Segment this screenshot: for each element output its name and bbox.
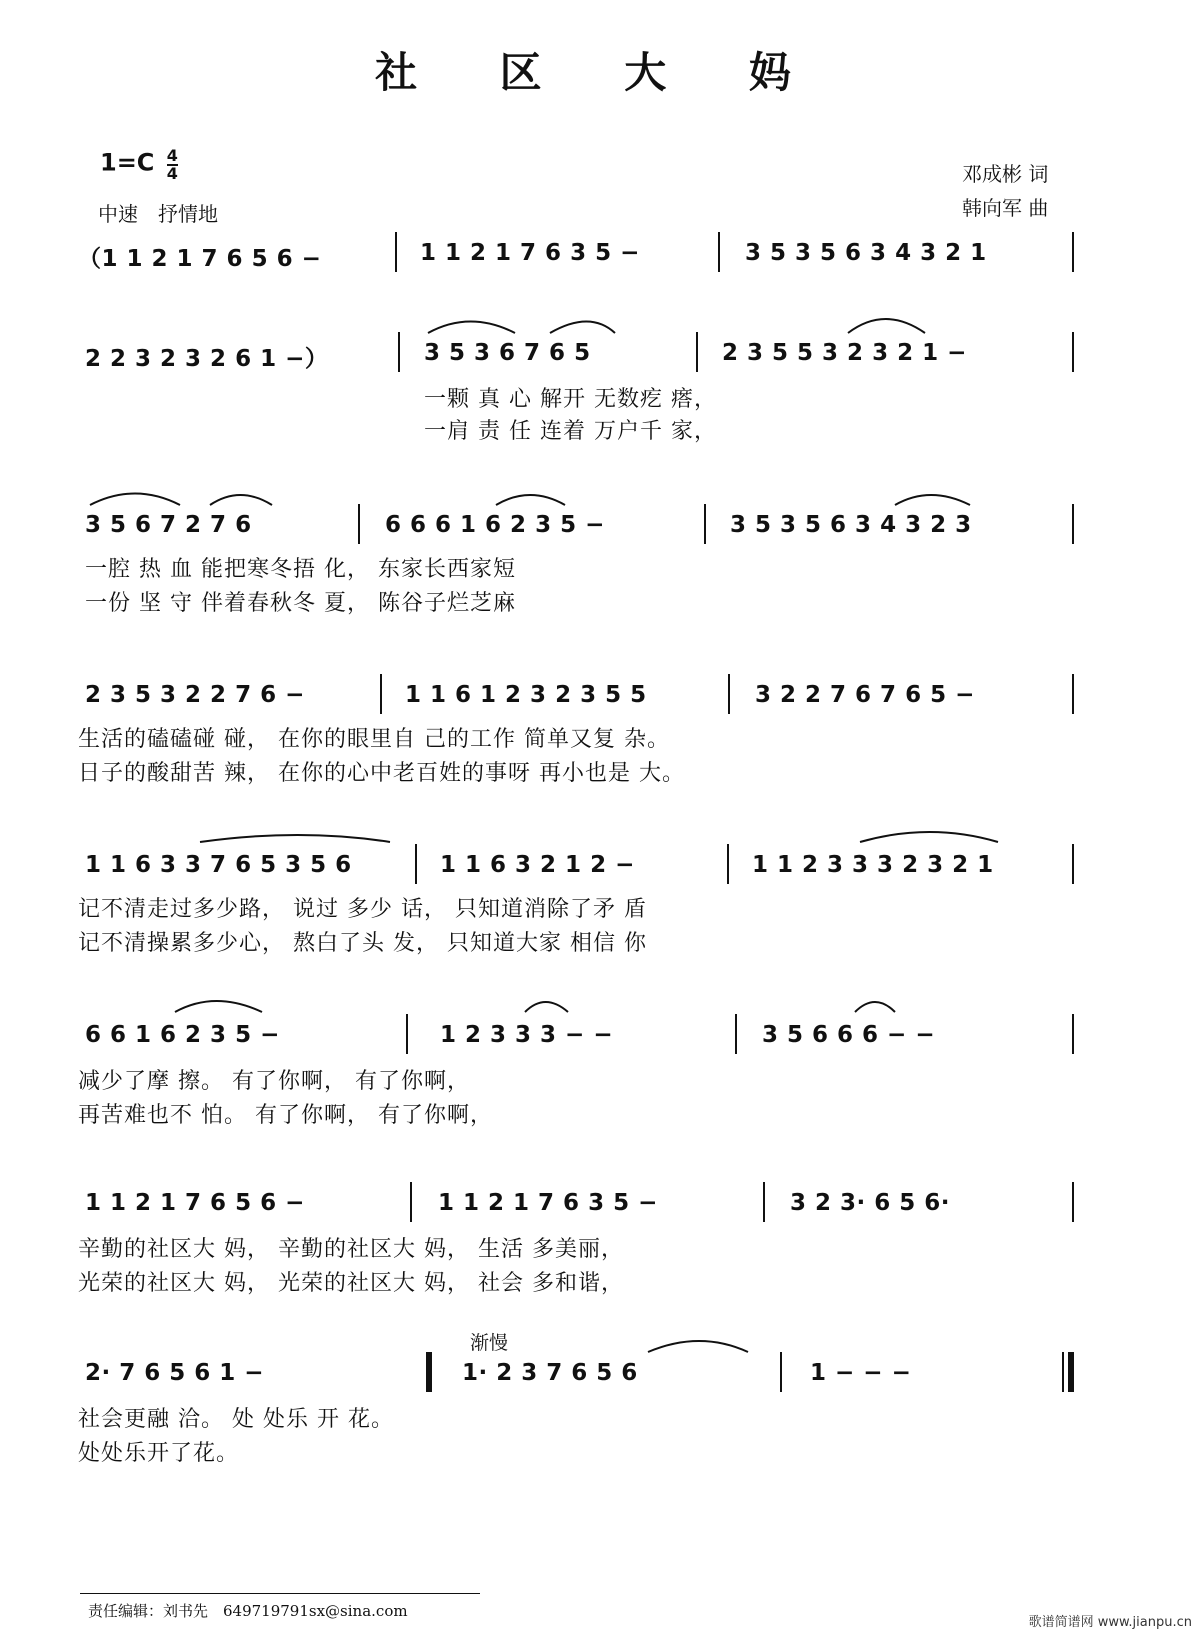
lyrics-row-2-verse-2: 一肩 责 任 连着 万户千 家， xyxy=(424,419,717,444)
notes-row-7-measure-2: 1 1 2 1 7 6 3 5 − xyxy=(438,1190,658,1216)
lyrics-row-4-verse-2: 日子的酸甜苦 辣， 在你的心中老百姓的事呀 再小也是 大。 xyxy=(78,761,685,786)
notes-row-6-measure-3: 3 5 6 6 6 − − xyxy=(762,1022,936,1048)
slur xyxy=(175,1001,262,1012)
lyrics-row-4-verse-1: 生活的磕磕碰 碰， 在你的眼里自 己的工作 简单又复 杂。 xyxy=(78,727,670,752)
notes-row-2-measure-2: 3 5 3 6 7 6 5 xyxy=(424,340,591,366)
notes-row-7-measure-3: 3 2 3· 6 5 6· xyxy=(790,1190,951,1216)
notes-row-8-measure-2: 1· 2 3 7 6 5 6 xyxy=(462,1360,638,1386)
notes-row-1-measure-1: （1 1 2 1 7 6 5 6 − xyxy=(78,246,322,272)
notes-row-4-measure-2: 1 1 6 1 2 3 2 3 5 5 xyxy=(405,682,647,708)
slur xyxy=(855,1002,895,1012)
slur xyxy=(90,494,180,506)
site-watermark: 歌谱简谱网 www.jianpu.cn xyxy=(1028,1615,1192,1630)
lyrics-row-7-verse-1: 辛勤的社区大 妈， 辛勤的社区大 妈， 生活 多美丽， xyxy=(78,1237,624,1262)
notes-row-8-measure-1: 2· 7 6 5 6 1 − xyxy=(85,1360,265,1386)
footer-divider xyxy=(80,1593,480,1594)
lyrics-row-2-verse-1: 一颗 真 心 解开 无数疙 瘩， xyxy=(424,387,717,412)
time-signature-top: 4 xyxy=(166,146,178,165)
notes-row-1-measure-2: 1 1 2 1 7 6 3 5 − xyxy=(420,240,640,266)
notes-row-3-measure-3: 3 5 3 5 6 3 4 3 2 3 xyxy=(730,512,972,538)
tempo-marking: 中速 抒情地 xyxy=(98,202,218,226)
slur xyxy=(848,319,925,333)
lyricist-credit: 邓成彬 词 xyxy=(962,162,1049,186)
notes-row-6-measure-1: 6 6 1 6 2 3 5 − xyxy=(85,1022,280,1048)
lyrics-row-7-verse-2: 光荣的社区大 妈， 光荣的社区大 妈， 社会 多和谐， xyxy=(78,1271,624,1296)
lyrics-row-3-verse-2: 一份 坚 守 伴着春秋冬 夏， 陈谷子烂芝麻 xyxy=(85,591,516,616)
notes-row-5-measure-1: 1 1 6 3 3 7 6 5 3 5 6 xyxy=(85,852,352,878)
slur xyxy=(860,832,998,842)
slur xyxy=(550,322,615,334)
song-title: 社 区 大 妈 xyxy=(375,48,825,97)
notes-row-8-measure-3: 1 − − − xyxy=(810,1360,912,1386)
lyrics-row-6-verse-2: 再苦难也不 怕。 有了你啊， 有了你啊， xyxy=(78,1103,493,1128)
time-signature-bottom: 4 xyxy=(166,164,178,183)
notes-row-4-measure-3: 3 2 2 7 6 7 6 5 − xyxy=(755,682,975,708)
slur xyxy=(525,1002,568,1012)
notes-row-3-measure-1: 3 5 6 7 2 7 6 xyxy=(85,512,252,538)
notes-row-5-measure-3: 1 1 2 3 3 3 2 3 2 1 xyxy=(752,852,994,878)
tempo-mark-ritardando: 渐慢 xyxy=(470,1332,509,1354)
notes-row-2-measure-3: 2 3 5 5 3 2 3 2 1 − xyxy=(722,340,967,366)
slur xyxy=(895,495,970,505)
lyrics-row-8-verse-1: 社会更融 洽。 处 处乐 开 花。 xyxy=(78,1407,394,1432)
slur xyxy=(496,495,565,505)
key-label: 1=C xyxy=(100,148,155,177)
slur xyxy=(428,322,515,334)
notes-row-1-measure-3: 3 5 3 5 6 3 4 3 2 1 xyxy=(745,240,987,266)
notes-row-4-measure-1: 2 3 5 3 2 2 7 6 − xyxy=(85,682,305,708)
lyrics-row-5-verse-1: 记不清走过多少路， 说过 多少 话， 只知道消除了矛 盾 xyxy=(78,897,647,922)
notes-row-5-measure-2: 1 1 6 3 2 1 2 − xyxy=(440,852,635,878)
composer-credit: 韩向军 曲 xyxy=(962,196,1049,220)
slur xyxy=(200,835,390,842)
lyrics-row-6-verse-1: 减少了摩 擦。 有了你啊， 有了你啊， xyxy=(78,1069,470,1094)
lyrics-row-3-verse-1: 一腔 热 血 能把寒冬捂 化， 东家长西家短 xyxy=(85,557,516,582)
notes-row-7-measure-1: 1 1 2 1 7 6 5 6 − xyxy=(85,1190,305,1216)
notes-row-2-measure-1: 2 2 3 2 3 2 6 1 −） xyxy=(85,346,329,372)
lyrics-row-5-verse-2: 记不清操累多少心， 熬白了头 发， 只知道大家 相信 你 xyxy=(78,931,647,956)
slurs xyxy=(90,319,1082,1352)
lyrics-row-8-verse-2: 处处乐开了花。 xyxy=(78,1441,240,1466)
slur xyxy=(648,1341,748,1352)
footer-editor-credit: 责任编辑：刘书先 649719791sx@sina.com xyxy=(88,1602,408,1620)
notes-row-6-measure-2: 1 2 3 3 3 − − xyxy=(440,1022,614,1048)
slur xyxy=(210,495,272,505)
notes-row-3-measure-2: 6 6 6 1 6 2 3 5 − xyxy=(385,512,605,538)
